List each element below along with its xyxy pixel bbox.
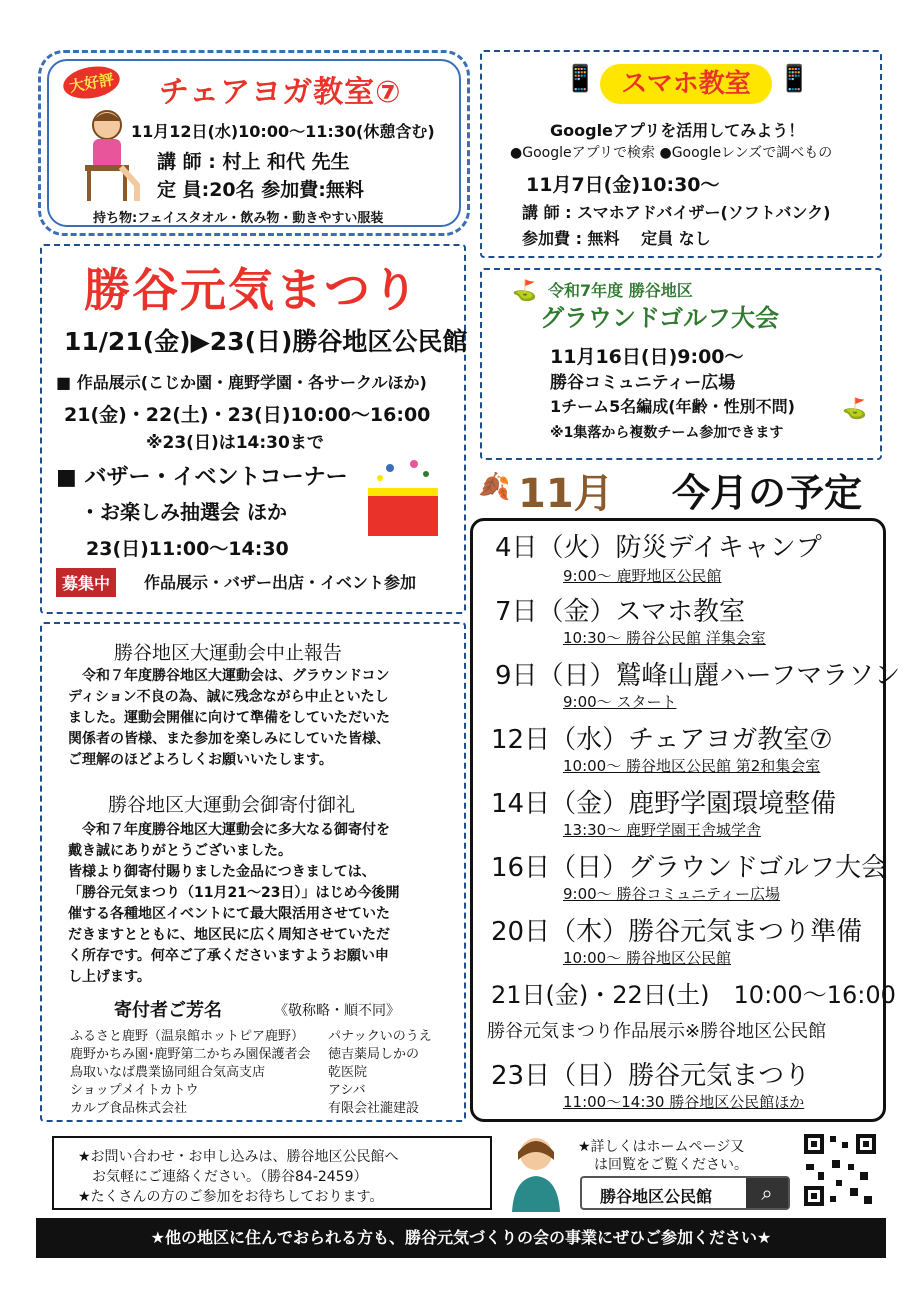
search-box[interactable] [580,1176,790,1210]
genki-festival-box [40,244,466,614]
festival-day: 23日（日）勝谷元気まつり [491,1061,811,1091]
donor-item: ショップメイトカトウ [70,1083,199,1098]
event-detail: 9:00～ 勝谷コミュニティー広場 [563,885,780,903]
qr-code-icon[interactable] [802,1132,878,1208]
chair-yoga-box [38,50,470,236]
contact-box [52,1136,492,1210]
smartphone-class-title: スマホ教室 [600,64,772,104]
golf-flag-icon: ⛳ [512,278,537,302]
contact-line: ★お問い合わせ・お申し込みは、勝谷地区公民館へ [78,1149,399,1165]
event-day: 9日（日）鷲峰山麗ハーフマラソン [495,661,901,691]
event-detail: 9:00～ 鹿野地区公民館 [563,567,722,585]
donation-line: 皆様より御寄付賜りました金品につきましては、 [68,864,376,880]
golf-place: 勝谷コミュニティー広場 [550,373,736,393]
event-day: 20日（木）勝谷元気まつり準備 [491,917,863,947]
donation-line: 「勝谷元気まつり（11月21～23日）」はじめ今後開 [68,885,400,901]
yoga-title: チェアヨガ教室⑦ [159,75,402,110]
smartphone-bullets: ●Googleアプリで検索 ●Googleレンズで調べもの [510,145,833,161]
leaf-icon: 🍂 [478,472,511,502]
contact-line: ★たくさんの方のご参加をお待ちしております。 [78,1189,384,1205]
yoga-lecturer: 講 師 : 村上 和代 先生 [157,151,350,173]
donors-left-list [70,1028,311,1118]
lottery-box-icon [360,454,446,540]
exhibit-time: 21(金)・22(土)・23(日)10:00～16:00 [64,404,431,426]
popular-badge: 大好評 [61,62,123,102]
bazaar-time: 23(日)11:00～14:30 [86,538,289,560]
exhibit-heading: ■ 作品展示(こじか園・鹿野学園・各サークルほか) [56,373,427,392]
golf-datetime: 11月16日(日)9:00～ [550,346,744,368]
event-detail: 10:00～ 勝谷地区公民館 [563,949,731,967]
donation-title: 勝谷地区大運動会御寄付御礼 [108,794,356,816]
donor-item: アシバ [328,1083,366,1098]
festival-exhibit-label: 勝谷元気まつり作品展示※勝谷地区公民館 [487,1021,827,1042]
yoga-datetime: 11月12日(水)10:00～11:30(休憩含む) [131,122,435,141]
golf-flag-icon-2: ⛳ [842,396,867,420]
donor-item: 徳吉薬局しかの [328,1047,420,1062]
golf-title: グラウンドゴルフ大会 [540,304,780,332]
event-day: 7日（金）スマホ教室 [495,597,746,627]
phone-icon-left: 📱 [564,64,597,94]
event-detail: 9:00～ スタート [563,693,677,711]
smartphone-class-box [480,50,882,258]
phone-icon-right: 📱 [778,64,811,94]
report-line: ご理解のほどよろしくお願いいたします。 [68,752,333,768]
report-box [40,622,466,1122]
donors-title: 寄付者ご芳名 [114,1000,222,1021]
month-label: 11月 [518,471,614,517]
festival-exhibit-dates: 21日(金)・22日(土) 10:00～16:00 [491,981,896,1009]
donor-item: 鳥取いなば農業協同組合気高支店 [70,1065,266,1080]
golf-year: 令和7年度 勝谷地区 [548,281,693,300]
donors-note: 《敬称略・順不同》 [274,1003,400,1019]
bazaar-sub: ・お楽しみ抽選会 ほか [80,500,287,524]
festival-detail: 11:00～14:30 勝谷地区公民館ほか [563,1093,805,1111]
donor-item: 鹿野かちみ園･鹿野第二かちみ園保護者会 [70,1047,311,1062]
event-day: 14日（金）鹿野学園環境整備 [491,789,837,819]
golf-note: ※1集落から複数チーム参加できます [550,425,784,441]
exhibit-note: ※23(日)は14:30まで [146,433,324,453]
events-box [470,518,901,1122]
donation-line: だきますとともに、地区民に広く周知させていただ [68,927,390,943]
donors-right-list [328,1028,432,1118]
donor-item: ふるさと鹿野（温泉館ホットピア鹿野） [70,1029,305,1044]
donor-item: カルブ食品株式会社 [70,1101,188,1116]
search-icon[interactable]: ⌕ [746,1178,788,1208]
donor-item: 有限会社瀧建設 [328,1101,420,1116]
event-day: 12日（水）チェアヨガ教室⑦ [491,725,833,755]
donation-text [68,820,399,988]
donation-line: く所存です。何卒ご了承くださいますようお願い申 [68,948,389,964]
bottom-banner: ★他の地区に住んでおられる方も、勝谷元気づくりの会の事業にぜひご参加ください★ [36,1218,886,1258]
ground-golf-box [480,268,882,460]
report-line: 令和７年度勝谷地区大運動会は、グラウンドコン [68,668,390,684]
event-day: 16日（日）グラウンドゴルフ大会 [491,853,888,883]
report-text [68,666,390,771]
homepage-text: は回覧をご覧ください。 [594,1157,748,1173]
staff-avatar-icon [506,1130,566,1212]
donation-line: し上げます。 [68,969,151,985]
recruit-text: 作品展示・バザー出店・イベント参加 [144,573,417,592]
report-line: ディション不良の為、誠に残念ながら中止といたし [68,689,389,705]
donation-line: 戴き誠にありがとうございました。 [68,843,292,859]
homepage-text: ★詳しくはホームページ又 [578,1139,745,1155]
smartphone-lecturer: 講 師 : スマホアドバイザー(ソフトバンク) [522,203,831,222]
yoga-items: 持ち物:フェイスタオル・飲み物・動きやすい服装 [93,211,384,226]
event-detail: 10:00～ 勝谷地区公民館 第2和集会室 [563,757,821,775]
genki-date: 11/21(金)▶23(日)勝谷地区公民館 [64,327,468,356]
month-title: 今月の予定 [672,471,863,515]
smartphone-subtitle: Googleアプリを活用してみよう！ [550,121,805,140]
yoga-capacity: 定 員:20名 参加費:無料 [157,179,364,201]
search-box-label: 勝谷地区公民館 [600,1187,713,1206]
smartphone-fee: 参加費 : 無料 定員 なし [522,229,711,248]
bazaar-heading: ■ バザー・イベントコーナー [56,465,348,490]
smartphone-datetime: 11月7日(金)10:30～ [526,174,720,196]
genki-title: 勝谷元気まつり [84,263,420,317]
golf-teams: 1チーム5名編成(年齢・性別不問) [550,397,795,416]
donation-line: 令和７年度勝谷地区大運動会に多大なる御寄付を [68,822,390,838]
report-line: ました。運動会開催に向けて準備をしていただいた [68,710,390,726]
donor-item: 乾医院 [328,1065,368,1080]
event-detail: 13:30～ 鹿野学園王舎城学舎 [563,821,761,839]
contact-line: お気軽にご連絡ください。（勝谷84-2459） [92,1169,368,1185]
event-day: 4日（火）防災デイキャンプ [495,533,822,563]
recruit-badge: 募集中 [56,568,116,597]
event-detail: 10:30～ 勝谷公民館 洋集会室 [563,629,766,647]
report-line: 関係者の皆様、また参加を楽しみにしていた皆様、 [68,731,390,747]
donor-item: パナックいのうえ [328,1029,432,1044]
donation-line: 催する各種地区イベントにて最大限活用させていた [68,906,390,922]
report-title: 勝谷地区大運動会中止報告 [114,642,343,664]
